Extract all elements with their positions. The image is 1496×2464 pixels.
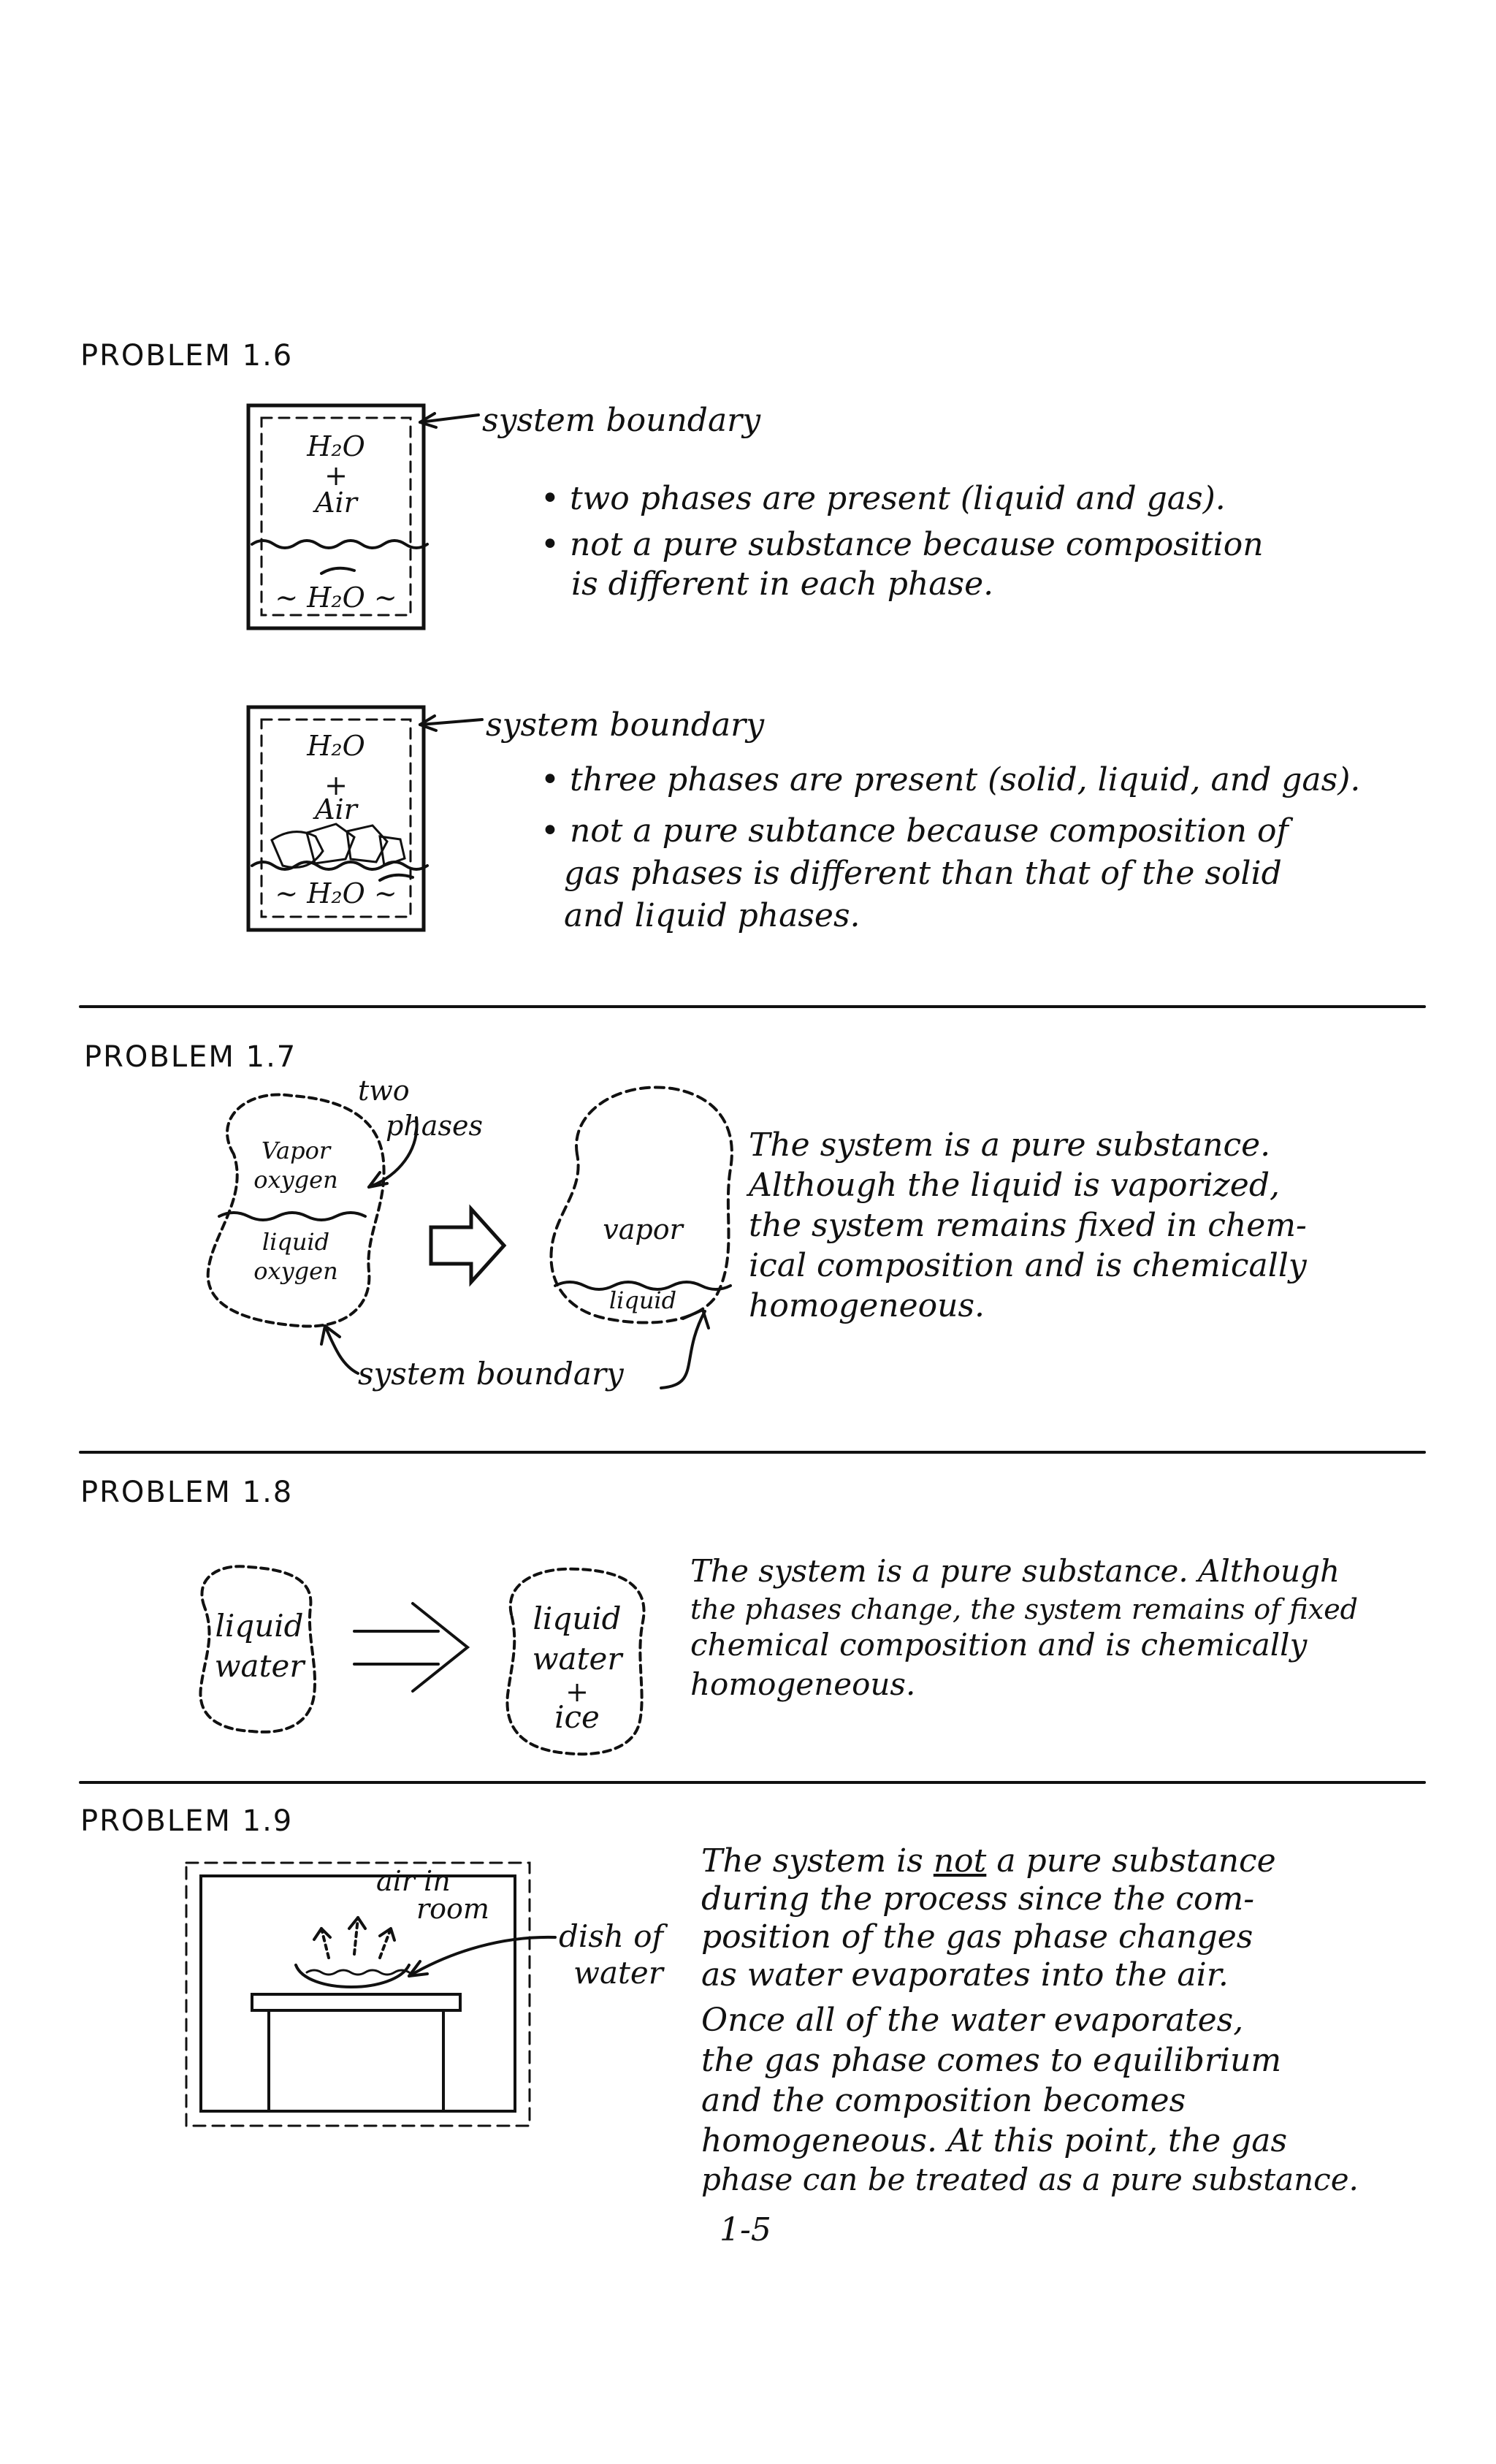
two-phases-label-1: two (358, 1075, 410, 1107)
dish-label-2: water (573, 1955, 663, 1991)
right-blob-liquid-1-8: liquid (533, 1601, 622, 1636)
text-emph-not: not (933, 1842, 987, 1880)
room-label-1: air in (376, 1865, 451, 1897)
dish-label-1: dish of (559, 1918, 664, 1954)
problem-1-9-text-9: phase can be treated as a pure substance. (701, 2162, 1359, 2197)
two-phases-label-2: phases (386, 1110, 483, 1142)
text-pre: The system is (701, 1842, 923, 1880)
container-a-liquid-label: ~ H₂O ~ (275, 581, 397, 614)
right-blob-plus-1-8: + (565, 1676, 589, 1708)
problem-1-9-text-2: during the process since the com- (701, 1880, 1255, 1918)
right-blob-water-1-8: water (532, 1641, 622, 1677)
problem-1-6-heading: PROBLEM 1.6 (80, 339, 294, 373)
right-blob-vapor: vapor (603, 1213, 683, 1246)
page-number: 1-5 (720, 2211, 771, 2249)
problem-1-7-text-4: ical composition and is chemically (749, 1247, 1307, 1284)
container-a-gas-line-2: + (324, 459, 348, 492)
room-1-9 (186, 1863, 555, 2126)
problem-1-8-text-2: the phases change, the system remains of fixed (690, 1593, 1359, 1625)
problem-1-7-boundary-label: system boundary (358, 1356, 624, 1392)
container-b-gas-line-2: + (324, 769, 348, 801)
container-a-gas-line-3: Air (315, 487, 357, 519)
container-b-gas-line-1: H₂O (307, 730, 365, 762)
notes-a-line-3: is different in each phase. (571, 565, 994, 603)
left-blob-oxygen-top: oxygen (253, 1166, 338, 1194)
problem-1-7-text-3: the system remains fixed in chem- (749, 1207, 1307, 1244)
left-blob-water-1-8: water (214, 1648, 305, 1684)
container-b-gas-line-3: Air (315, 793, 357, 825)
container-a-boundary-label: system boundary (482, 402, 761, 439)
problem-1-7-text-5: homogeneous. (749, 1287, 985, 1324)
problem-1-8-heading: PROBLEM 1.8 (80, 1476, 294, 1509)
problem-1-7-text-2: Although the liquid is vaporized, (749, 1167, 1280, 1204)
problem-1-9-text-4: as water evaporates into the air. (701, 1956, 1229, 1994)
left-blob-oxygen-bottom: oxygen (253, 1257, 338, 1285)
problem-1-9-text-6: the gas phase comes to equilibrium (701, 2042, 1282, 2079)
right-blob-ice-1-8: ice (554, 1699, 600, 1735)
container-a-gas-line-1: H₂O (307, 430, 365, 462)
problem-1-8-text-3: chemical composition and is chemically (690, 1627, 1308, 1663)
problem-1-9-text-5: Once all of the water evaporates, (701, 2002, 1244, 2039)
double-arrow-1-8 (354, 1603, 468, 1691)
hollow-arrow-1-7 (431, 1209, 504, 1282)
problem-1-8-text-1: The system is a pure substance. Although (690, 1553, 1340, 1589)
problem-1-7-text-1: The system is a pure substance. (749, 1126, 1271, 1164)
notes-a-line-2: • not a pure substance because composition (541, 526, 1264, 563)
problem-1-8-text-4: homogeneous. (690, 1666, 916, 1702)
notes-b-line-2: • not a pure subtance because composition of (541, 812, 1289, 850)
problem-1-9-text-8: homogeneous. At this point, the gas (701, 2122, 1288, 2159)
notes-a-line-1: • two phases are present (liquid and gas). (541, 480, 1226, 517)
room-label-2: room (416, 1893, 489, 1925)
problem-1-9-heading: PROBLEM 1.9 (80, 1804, 294, 1838)
problem-1-9-text-7: and the composition becomes (701, 2082, 1186, 2119)
left-blob-liquid: liquid (262, 1228, 330, 1256)
problem-1-9-text-3: position of the gas phase changes (701, 1918, 1253, 1956)
notes-b-line-3: gas phases is different than that of the solid (564, 855, 1282, 892)
text-post: a pure substance (996, 1842, 1276, 1880)
problem-1-7-heading: PROBLEM 1.7 (84, 1040, 297, 1074)
notes-b-line-1: • three phases are present (solid, liquid, and gas). (541, 761, 1361, 798)
notes-b-line-4: and liquid phases. (564, 897, 860, 934)
container-b-liquid-label: ~ H₂O ~ (275, 877, 397, 909)
problem-1-9-text-first (701, 1841, 1276, 1881)
container-b-boundary-label: system boundary (486, 706, 765, 744)
left-blob-vapor: Vapor (261, 1137, 331, 1164)
right-blob-liquid: liquid (608, 1286, 677, 1314)
left-blob-liquid-1-8: liquid (215, 1608, 304, 1644)
